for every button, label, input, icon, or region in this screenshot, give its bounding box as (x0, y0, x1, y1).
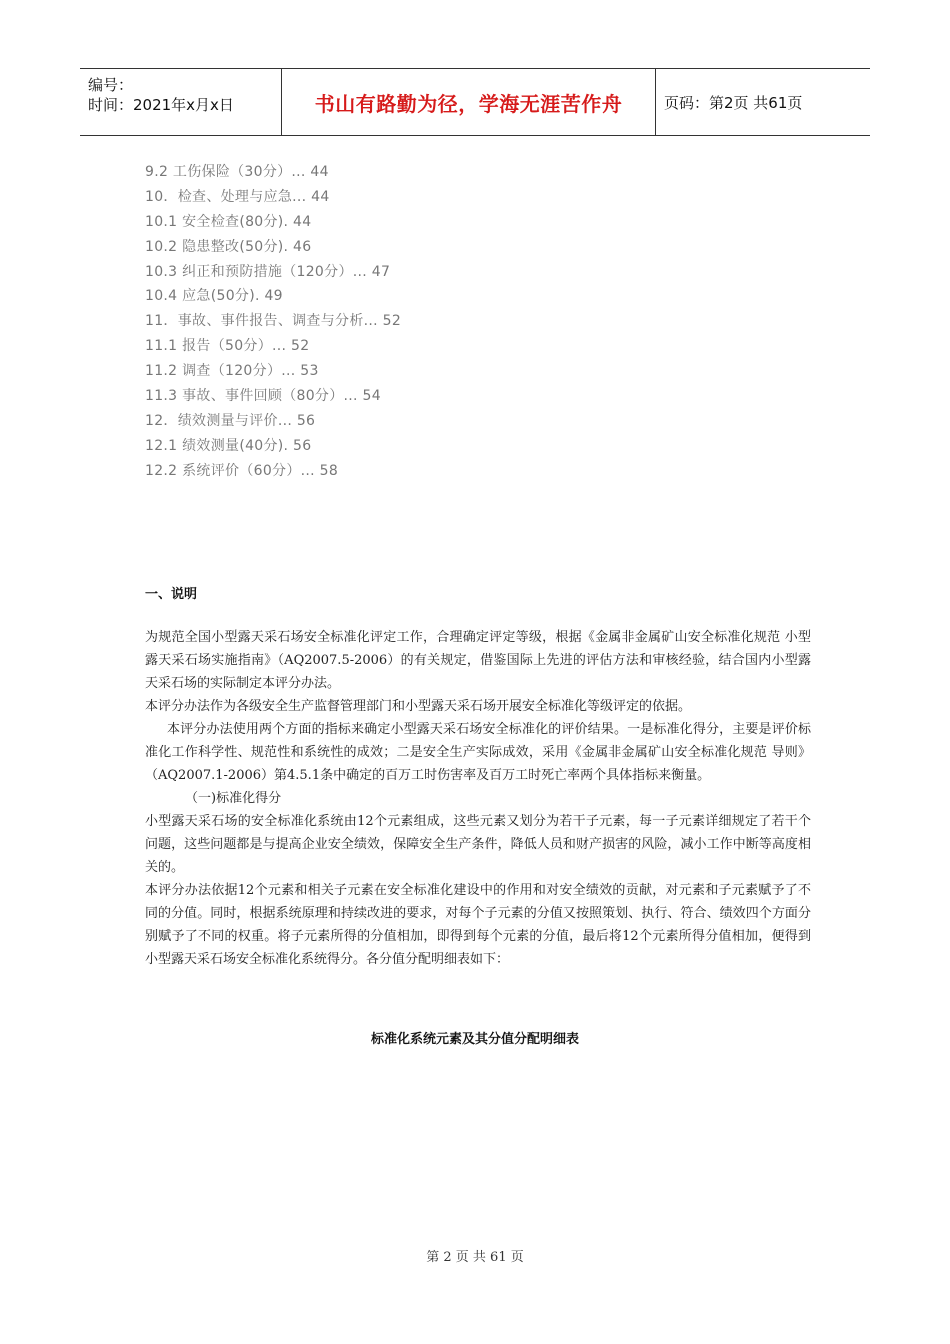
paragraph: 本评分办法使用两个方面的指标来确定小型露天采石场安全标准化的评价结果。一是标准化得分，主要是评价标准化工作科学性、规范性和系统性的成效；二是安全生产实际成效，采用《金属非金属矿山安全标准化规范 导则》（AQ2007.1-2006）第4.5.1条中确定的百万工时伤害率及百万工时死亡率两个具体指标来衡量。 (145, 722, 811, 783)
paragraph: 本评分办法依据12个元素和相关子元素在安全标准化建设中的作用和对安全绩效的贡献，对元素和子元素赋予了不同的分值。同时，根据系统原理和持续改进的要求，对每个子元素的分值又按照策划、执行、符合、绩效四个方面分别赋予了不同的权重。将子元素所得的分值相加，即得到每个元素的分值，最后将12个元素所得分值相加，便得到小型露天采石场安全标准化系统得分。各分值分配明细表如下： (145, 883, 811, 967)
page-footer: 第 2 页 共 61 页 (426, 1250, 524, 1265)
toc-entry[interactable]: 11.1 报告（50分）... 52 (145, 338, 310, 355)
toc-entry[interactable]: 9.2 工伤保险（30分）... 44 (145, 164, 329, 180)
toc-entry[interactable]: 12.2 系统评价（60分）... 58 (145, 462, 339, 479)
page-number-label: 页码：第2页 共61页 (664, 93, 803, 112)
table-caption: 标准化系统元素及其分值分配明细表 (370, 1032, 579, 1047)
paragraph: 本评分办法作为各级安全生产监督管理部门和小型露天采石场开展安全标准化等级评定的依据。 (145, 699, 692, 714)
date-line: 时间：2021年x月x日 (88, 96, 234, 114)
subheading: （一)标准化得分 (185, 791, 282, 806)
section-heading: 一、说明 (145, 587, 198, 602)
paragraph: 为规范全国小型露天采石场安全标准化评定工作，合理确定评定等级，根据《金属非金属矿山安全标准化规范 小型露天采石场实施指南》（AQ2007.5-2006）的有关规定，借鉴国际上先进的评估方法和审核经验，结合国内小型露天采石场的实际制定本评分办法。 (145, 630, 811, 691)
table-of-contents (145, 160, 401, 484)
toc-entry[interactable]: 11．事故、事件报告、调查与分析... 52 (145, 313, 402, 330)
document-header (80, 68, 870, 136)
paragraph: 小型露天采石场的安全标准化系统由12个元素组成，这些元素又划分为若干子元素，每一子元素详细规定了若干个问题，这些问题都是与提高企业安全绩效，保障安全生产条件，降低人员和财产损害的风险，减小工作中断等高度相关的。 (145, 814, 811, 875)
toc-entry[interactable]: 10.2 隐患整改(50分). 46 (145, 238, 312, 255)
header-info-cell (80, 69, 282, 135)
header-page-cell (656, 69, 870, 135)
toc-entry[interactable]: 10．检查、处理与应急... 44 (145, 188, 330, 205)
toc-entry[interactable]: 10.4 应急(50分). 49 (145, 288, 283, 305)
toc-entry[interactable]: 10.1 安全检查(80分). 44 (145, 213, 312, 230)
toc-entry[interactable]: 11.3 事故、事件回顾（80分）... 54 (145, 388, 381, 405)
toc-entry[interactable]: 12.1 绩效测量(40分). 56 (145, 437, 312, 454)
toc-entry[interactable]: 12．绩效测量与评价... 56 (145, 412, 316, 429)
toc-entry[interactable]: 10.3 纠正和预防措施（120分）... 47 (145, 263, 391, 280)
body-text (145, 626, 811, 971)
motto-text: 书山有路勤为径，学海无涯苦作舟 (314, 91, 623, 116)
header-motto-cell (282, 69, 656, 135)
toc-entry[interactable]: 11.2 调查（120分）... 53 (145, 363, 319, 380)
code-label: 编号： (88, 76, 134, 94)
